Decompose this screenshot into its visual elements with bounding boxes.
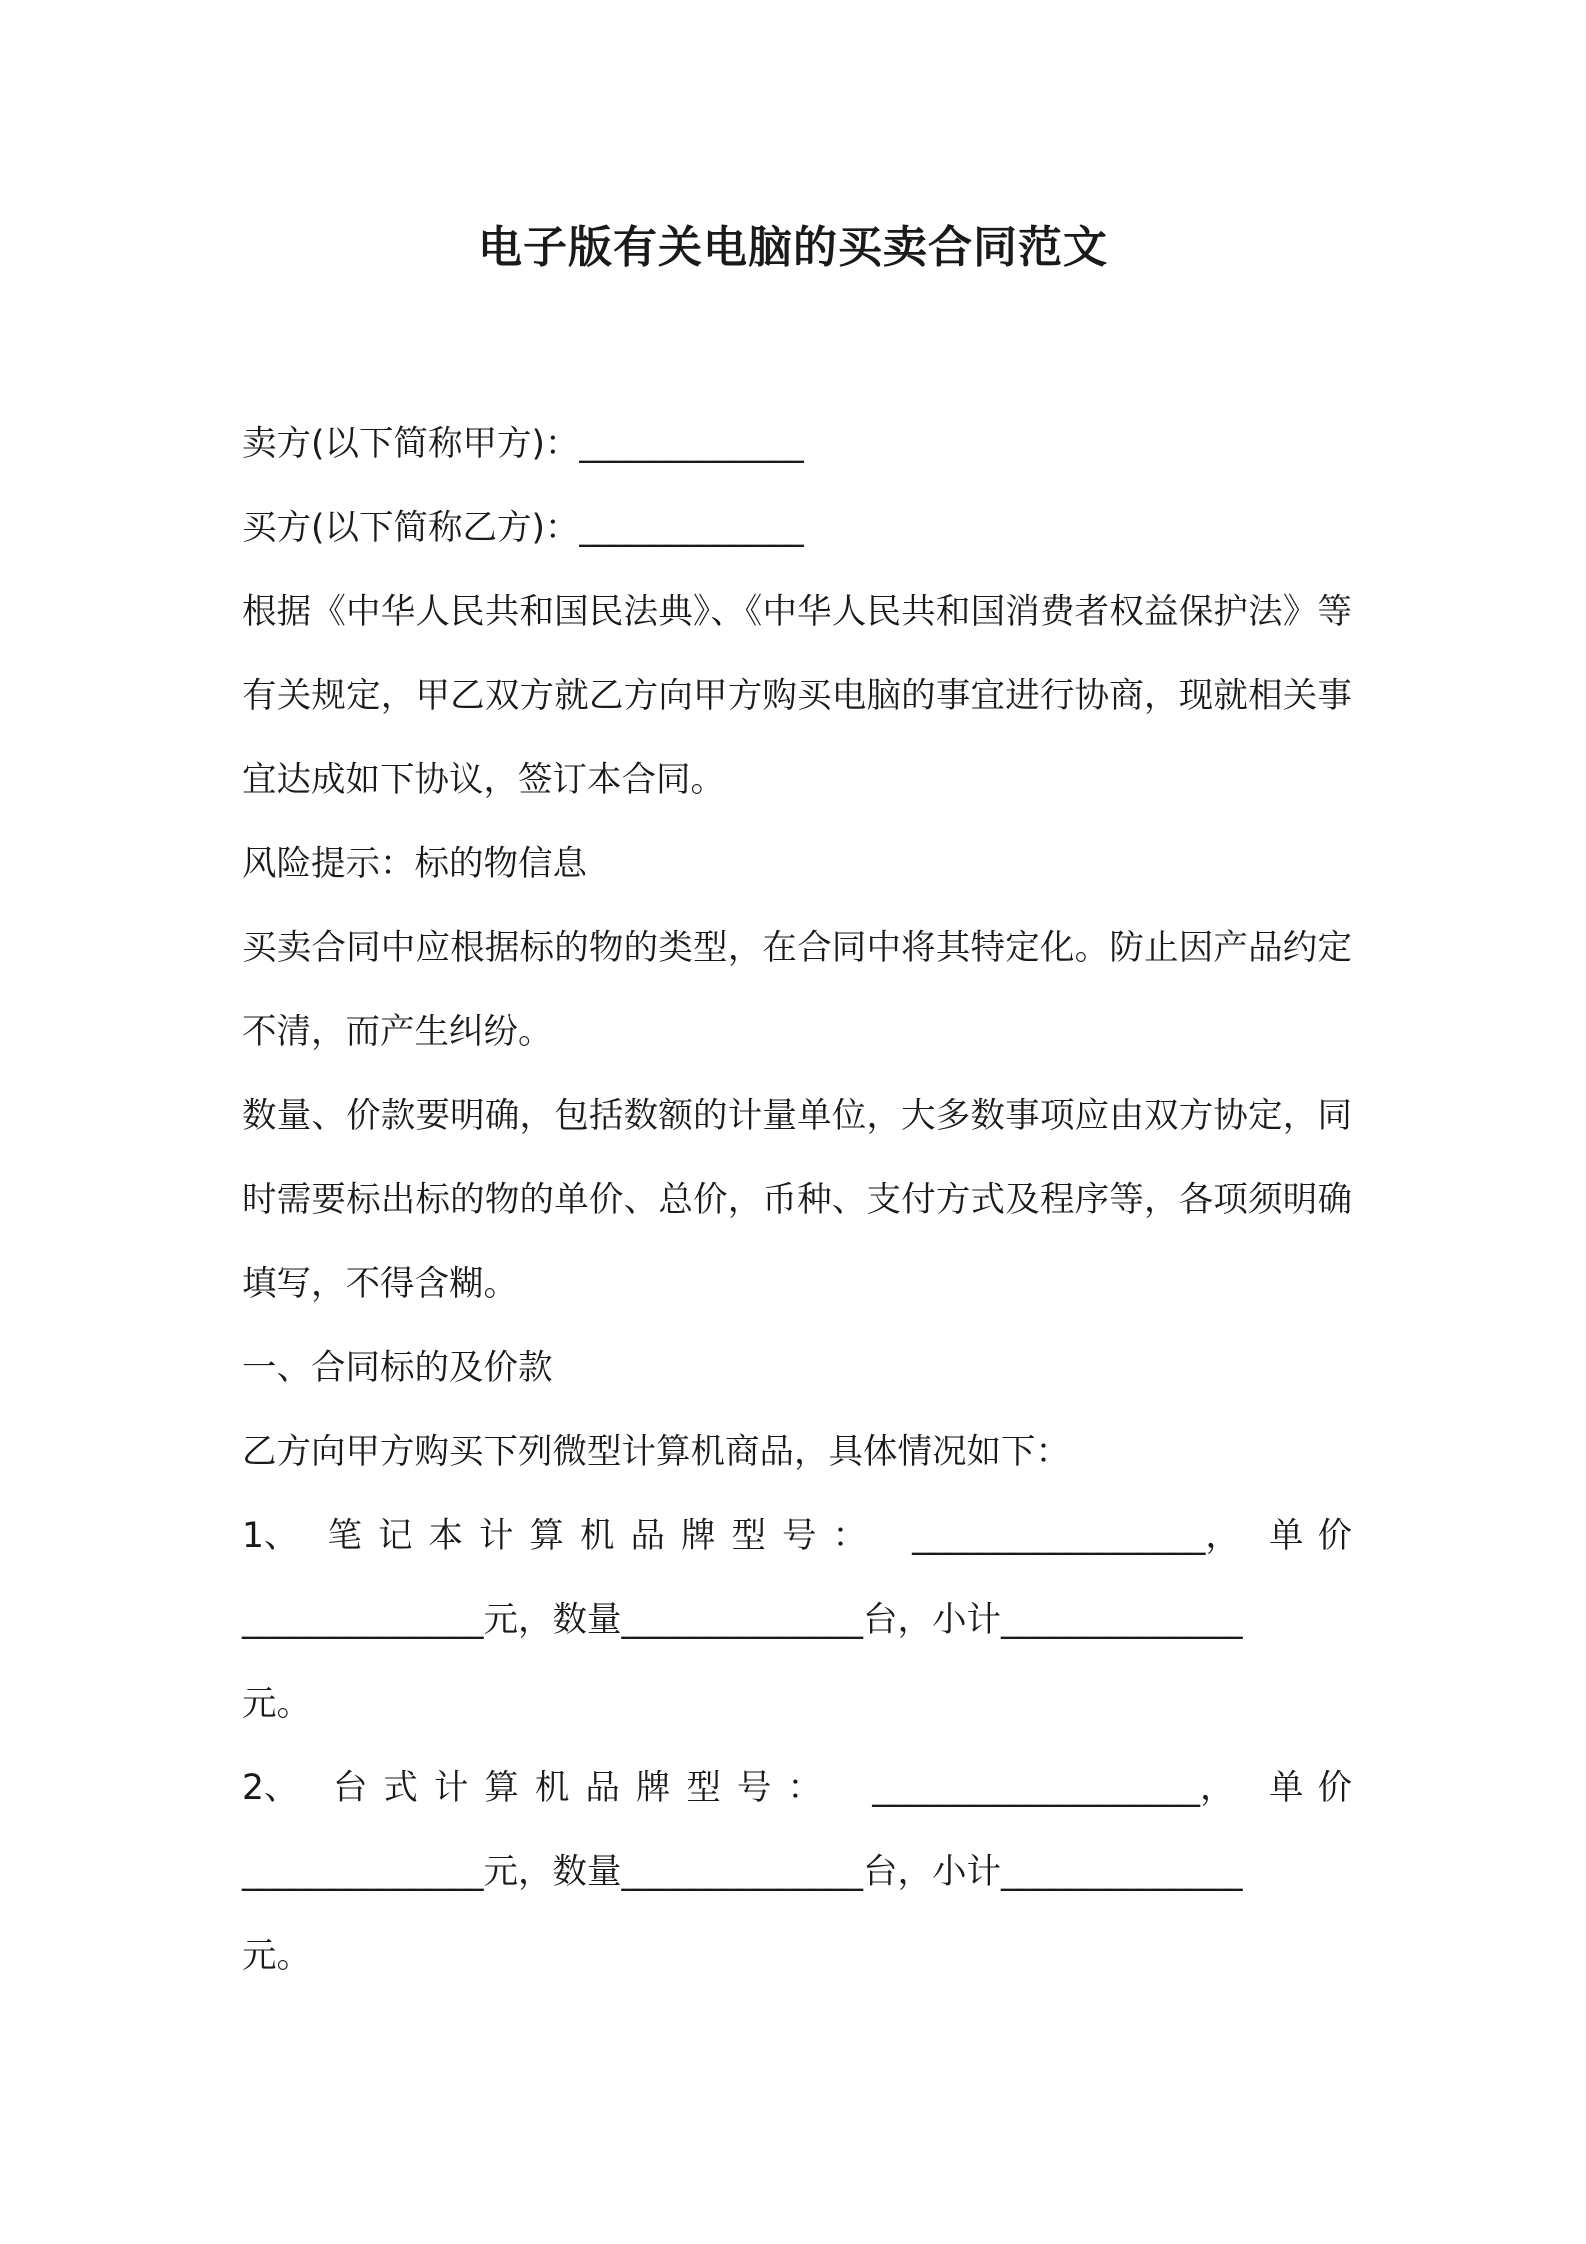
item-1-label: 笔记本计算机品牌型号： [327, 1516, 884, 1556]
risk-paragraph-2: 数量、价款要明确，包括数额的计量单位，大多数事项应由双方协定，同时需要标出标的物的单价、总价，币种、支付方式及程序等，各项须明确填写，不得含糊。 [242, 1096, 1352, 1304]
item-1-line-2 [242, 1578, 1352, 1662]
item-2-line-2 [242, 1830, 1352, 1914]
item-1-number: 1、 [242, 1516, 299, 1556]
seller-line: 卖方(以下简称甲方)：_____________ [242, 424, 804, 464]
item-2-unit-price: 单价 [1268, 1768, 1366, 1808]
item-1-unit-price: 单价 [1268, 1516, 1366, 1556]
document-title: 电子版有关电脑的买卖合同范文 [478, 222, 1108, 273]
intro-paragraph: 根据《中华人民共和国民法典》、《中华人民共和国消费者权益保护法》等有关规定，甲乙双方就乙方向甲方购买电脑的事宜进行协商，现就相关事宜达成如下协议，签订本合同。 [242, 592, 1352, 800]
item-2-blank: ___________________， [872, 1768, 1235, 1808]
item-1-line-3: 元。 [242, 1684, 311, 1724]
item-2-label: 台式计算机品牌型号： [332, 1768, 838, 1808]
item-2-line-1 [242, 1746, 1366, 1830]
item-1-line-1 [242, 1494, 1366, 1578]
risk-heading: 风险提示：标的物信息 [242, 844, 587, 884]
item-2-line-3: 元。 [242, 1936, 311, 1976]
buyer-line: 买方(以下简称乙方)：_____________ [242, 508, 804, 548]
item-1-blank: _________________， [912, 1516, 1240, 1556]
section-1-heading: 一、合同标的及价款 [242, 1348, 553, 1388]
item-2-detail: ______________元，数量______________台，小计______________ [242, 1852, 1243, 1892]
risk-paragraph-1: 买卖合同中应根据标的物的类型，在合同中将其特定化。防止因产品约定不清，而产生纠纷。 [242, 928, 1352, 1052]
item-2-number: 2、 [242, 1768, 299, 1808]
item-1-detail: ______________元，数量______________台，小计______________ [242, 1600, 1243, 1640]
document-body [242, 402, 1366, 1998]
section-1-intro: 乙方向甲方购买下列微型计算机商品，具体情况如下： [242, 1432, 1070, 1472]
